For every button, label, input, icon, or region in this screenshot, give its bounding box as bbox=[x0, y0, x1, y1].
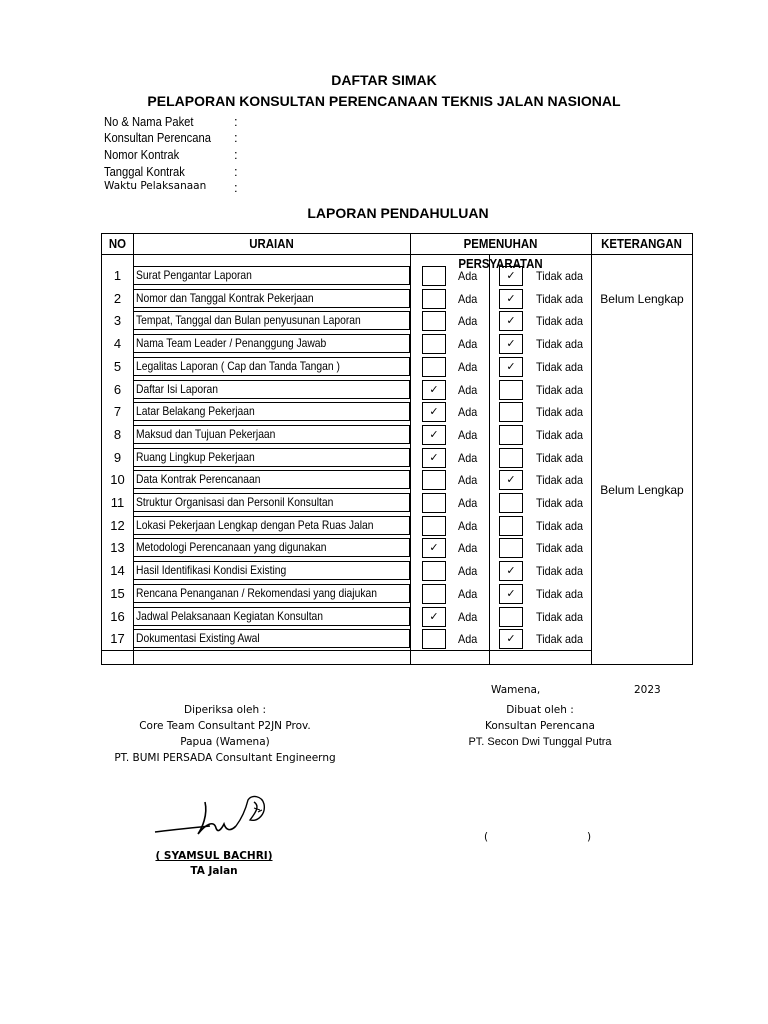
tidak-ada-checkbox[interactable] bbox=[499, 448, 523, 468]
year-label: 2023 bbox=[634, 684, 661, 696]
info-value-nomor-kontrak: : bbox=[234, 147, 238, 162]
row-uraian: Hasil Identifikasi Kondisi Existing bbox=[133, 561, 410, 580]
row-uraian: Metodologi Perencanaan yang digunakan bbox=[133, 538, 410, 557]
ada-label: Ada bbox=[458, 314, 478, 329]
row-number: 9 bbox=[113, 449, 122, 465]
ada-label: Ada bbox=[458, 496, 478, 510]
signer-position: TA Jalan bbox=[190, 865, 238, 877]
ada-checkbox[interactable]: ✓ bbox=[422, 402, 446, 422]
row-number: 5 bbox=[113, 358, 122, 374]
ada-checkbox[interactable]: ✓ bbox=[422, 607, 446, 627]
table-row bbox=[102, 379, 692, 401]
table-row bbox=[102, 537, 692, 559]
tidak-ada-checkbox[interactable] bbox=[499, 402, 523, 422]
row-uraian: Nomor dan Tanggal Kontrak Pekerjaan bbox=[133, 289, 410, 308]
ada-checkbox[interactable] bbox=[422, 357, 446, 377]
row-number: 11 bbox=[110, 495, 125, 510]
row-number: 10 bbox=[110, 472, 125, 488]
place-label: Wamena, bbox=[491, 684, 541, 696]
ada-label: Ada bbox=[458, 382, 478, 397]
tidak-ada-label: Tidak ada bbox=[536, 269, 584, 283]
info-value-tanggal-kontrak: : bbox=[234, 164, 238, 179]
ada-label: Ada bbox=[458, 450, 478, 465]
table-row bbox=[102, 628, 692, 650]
tidak-ada-label: Tidak ada bbox=[536, 337, 584, 352]
ada-checkbox[interactable] bbox=[422, 561, 446, 581]
info-label-tanggal-kontrak: Tanggal Kontrak bbox=[104, 164, 185, 179]
sign-bracket-close: ) bbox=[587, 831, 592, 843]
document-title: DAFTAR SIMAK bbox=[331, 72, 437, 88]
sign-bracket-open: ( bbox=[484, 831, 489, 843]
info-value-konsultan: : bbox=[234, 130, 238, 145]
checker-org-line1: Core Team Consultant P2JN Prov. bbox=[139, 720, 311, 732]
tidak-ada-label: Tidak ada bbox=[536, 427, 584, 442]
ada-checkbox[interactable] bbox=[422, 629, 446, 649]
tidak-ada-checkbox[interactable]: ✓ bbox=[499, 629, 523, 649]
ada-label: Ada bbox=[458, 541, 478, 556]
tidak-ada-checkbox[interactable] bbox=[499, 538, 523, 558]
tidak-ada-checkbox[interactable]: ✓ bbox=[499, 584, 523, 604]
tidak-ada-checkbox[interactable] bbox=[499, 607, 523, 627]
tidak-ada-checkbox[interactable]: ✓ bbox=[499, 266, 523, 286]
ada-checkbox[interactable] bbox=[422, 493, 446, 513]
table-row bbox=[102, 515, 692, 537]
header-keterangan: KETERANGAN bbox=[601, 236, 682, 251]
tidak-ada-label: Tidak ada bbox=[536, 473, 584, 488]
ada-checkbox[interactable] bbox=[422, 266, 446, 286]
table-row bbox=[102, 583, 692, 605]
ada-checkbox[interactable] bbox=[422, 516, 446, 536]
tidak-ada-label: Tidak ada bbox=[536, 382, 584, 397]
row-number: 4 bbox=[113, 336, 122, 352]
ada-label: Ada bbox=[458, 405, 478, 420]
ada-label: Ada bbox=[458, 473, 478, 488]
ada-label: Ada bbox=[458, 609, 478, 624]
info-value-paket: : bbox=[234, 114, 238, 129]
tidak-ada-checkbox[interactable]: ✓ bbox=[499, 334, 523, 354]
keterangan-note: Belum Lengkap bbox=[600, 483, 684, 497]
row-uraian: Jadwal Pelaksanaan Kegiatan Konsultan bbox=[133, 607, 410, 626]
tidak-ada-label: Tidak ada bbox=[536, 541, 584, 556]
row-number: 15 bbox=[110, 585, 125, 601]
ada-label: Ada bbox=[458, 427, 478, 442]
table-row bbox=[102, 310, 692, 332]
tidak-ada-label: Tidak ada bbox=[536, 564, 584, 579]
document-subtitle: PELAPORAN KONSULTAN PERENCANAAN TEKNIS JALAN NASIONAL bbox=[147, 93, 621, 109]
tidak-ada-label: Tidak ada bbox=[536, 359, 584, 374]
ada-checkbox[interactable] bbox=[422, 584, 446, 604]
tidak-ada-checkbox[interactable]: ✓ bbox=[499, 311, 523, 331]
row-divider bbox=[102, 254, 692, 255]
row-number: 1 bbox=[113, 268, 122, 283]
info-label-waktu: Waktu Pelaksanaan bbox=[104, 180, 207, 192]
row-uraian: Dokumentasi Existing Awal bbox=[133, 629, 410, 648]
info-label-paket: No & Nama Paket bbox=[104, 114, 194, 129]
table-row bbox=[102, 447, 692, 469]
row-uraian: Nama Team Leader / Penanggung Jawab bbox=[133, 334, 410, 353]
tidak-ada-checkbox[interactable] bbox=[499, 493, 523, 513]
ada-label: Ada bbox=[458, 632, 478, 647]
checker-company: PT. BUMI PERSADA Consultant Engineerng bbox=[114, 752, 336, 764]
ada-checkbox[interactable] bbox=[422, 470, 446, 490]
row-uraian: Lokasi Pekerjaan Lengkap dengan Peta Ruas Jalan bbox=[133, 516, 410, 535]
checked-by-label: Diperiksa oleh : bbox=[183, 704, 267, 716]
ada-label: Ada bbox=[458, 291, 478, 306]
tidak-ada-label: Tidak ada bbox=[536, 632, 584, 647]
row-number: 17 bbox=[110, 631, 125, 647]
row-uraian: Latar Belakang Pekerjaan bbox=[133, 402, 410, 421]
table-row bbox=[102, 356, 692, 378]
keterangan-note: Belum Lengkap bbox=[600, 292, 684, 306]
row-number: 6 bbox=[113, 381, 122, 397]
section-title: LAPORAN PENDAHULUAN bbox=[307, 205, 489, 221]
ada-checkbox[interactable] bbox=[422, 311, 446, 331]
ada-label: Ada bbox=[458, 518, 478, 533]
signature-icon bbox=[150, 790, 285, 850]
maker-company: PT. Secon Dwi Tunggal Putra bbox=[468, 736, 612, 748]
tidak-ada-label: Tidak ada bbox=[536, 291, 584, 306]
info-label-konsultan: Konsultan Perencana bbox=[104, 130, 211, 145]
row-number: 8 bbox=[113, 426, 122, 442]
checklist-table bbox=[101, 233, 693, 665]
ada-checkbox[interactable]: ✓ bbox=[422, 538, 446, 558]
row-uraian: Legalitas Laporan ( Cap dan Tanda Tangan ) bbox=[133, 357, 410, 376]
table-row bbox=[102, 606, 692, 628]
header-uraian: URAIAN bbox=[249, 236, 294, 251]
ada-checkbox[interactable]: ✓ bbox=[422, 425, 446, 445]
tidak-ada-label: Tidak ada bbox=[536, 314, 584, 329]
checker-org-line2: Papua (Wamena) bbox=[180, 736, 270, 748]
row-number: 16 bbox=[110, 608, 125, 624]
row-uraian: Ruang Lingkup Pekerjaan bbox=[133, 448, 410, 467]
tidak-ada-checkbox[interactable]: ✓ bbox=[499, 357, 523, 377]
tidak-ada-checkbox[interactable]: ✓ bbox=[499, 289, 523, 309]
row-number: 13 bbox=[110, 540, 125, 556]
row-number: 2 bbox=[113, 290, 122, 306]
tidak-ada-label: Tidak ada bbox=[536, 450, 584, 465]
ada-label: Ada bbox=[458, 269, 478, 283]
row-uraian: Daftar Isi Laporan bbox=[133, 380, 410, 399]
ada-label: Ada bbox=[458, 564, 478, 579]
tidak-ada-checkbox[interactable] bbox=[499, 516, 523, 536]
tidak-ada-label: Tidak ada bbox=[536, 586, 584, 601]
tidak-ada-checkbox[interactable]: ✓ bbox=[499, 470, 523, 490]
header-no: NO bbox=[108, 236, 127, 251]
tidak-ada-label: Tidak ada bbox=[536, 405, 584, 420]
row-number: 12 bbox=[110, 517, 125, 533]
tidak-ada-label: Tidak ada bbox=[536, 496, 584, 510]
row-number: 3 bbox=[113, 313, 122, 329]
row-uraian: Tempat, Tanggal dan Bulan penyusunan Laporan bbox=[133, 311, 410, 330]
table-row bbox=[102, 333, 692, 355]
table-row bbox=[102, 424, 692, 446]
tidak-ada-label: Tidak ada bbox=[536, 518, 584, 533]
ada-label: Ada bbox=[458, 337, 478, 352]
maker-role: Konsultan Perencana bbox=[485, 720, 595, 732]
row-uraian: Data Kontrak Perencanaan bbox=[133, 470, 410, 489]
table-row bbox=[102, 401, 692, 423]
made-by-label: Dibuat oleh : bbox=[506, 704, 574, 716]
info-label-nomor-kontrak: Nomor Kontrak bbox=[104, 147, 180, 162]
ada-label: Ada bbox=[458, 586, 478, 601]
table-row bbox=[102, 560, 692, 582]
row-uraian: Rencana Penanganan / Rekomendasi yang diajukan bbox=[133, 584, 410, 603]
ada-label: Ada bbox=[458, 359, 478, 374]
tidak-ada-label: Tidak ada bbox=[536, 609, 584, 624]
row-uraian: Struktur Organisasi dan Personil Konsultan bbox=[133, 493, 410, 512]
ada-checkbox[interactable]: ✓ bbox=[422, 380, 446, 400]
row-uraian: Surat Pengantar Laporan bbox=[133, 266, 410, 285]
ada-checkbox[interactable] bbox=[422, 334, 446, 354]
row-number: 14 bbox=[110, 563, 125, 579]
row-uraian: Maksud dan Tujuan Pekerjaan bbox=[133, 425, 410, 444]
tidak-ada-checkbox[interactable] bbox=[499, 380, 523, 400]
tidak-ada-checkbox[interactable]: ✓ bbox=[499, 561, 523, 581]
signer-name: ( SYAMSUL BACHRI) bbox=[155, 850, 273, 862]
info-value-waktu: : bbox=[234, 180, 238, 195]
table-row bbox=[102, 265, 692, 287]
tidak-ada-checkbox[interactable] bbox=[499, 425, 523, 445]
row-number: 7 bbox=[113, 404, 122, 420]
header-pemenuhan: PEMENUHAN PERSYARATAN bbox=[458, 236, 543, 271]
ada-checkbox[interactable] bbox=[422, 289, 446, 309]
ada-checkbox[interactable]: ✓ bbox=[422, 448, 446, 468]
